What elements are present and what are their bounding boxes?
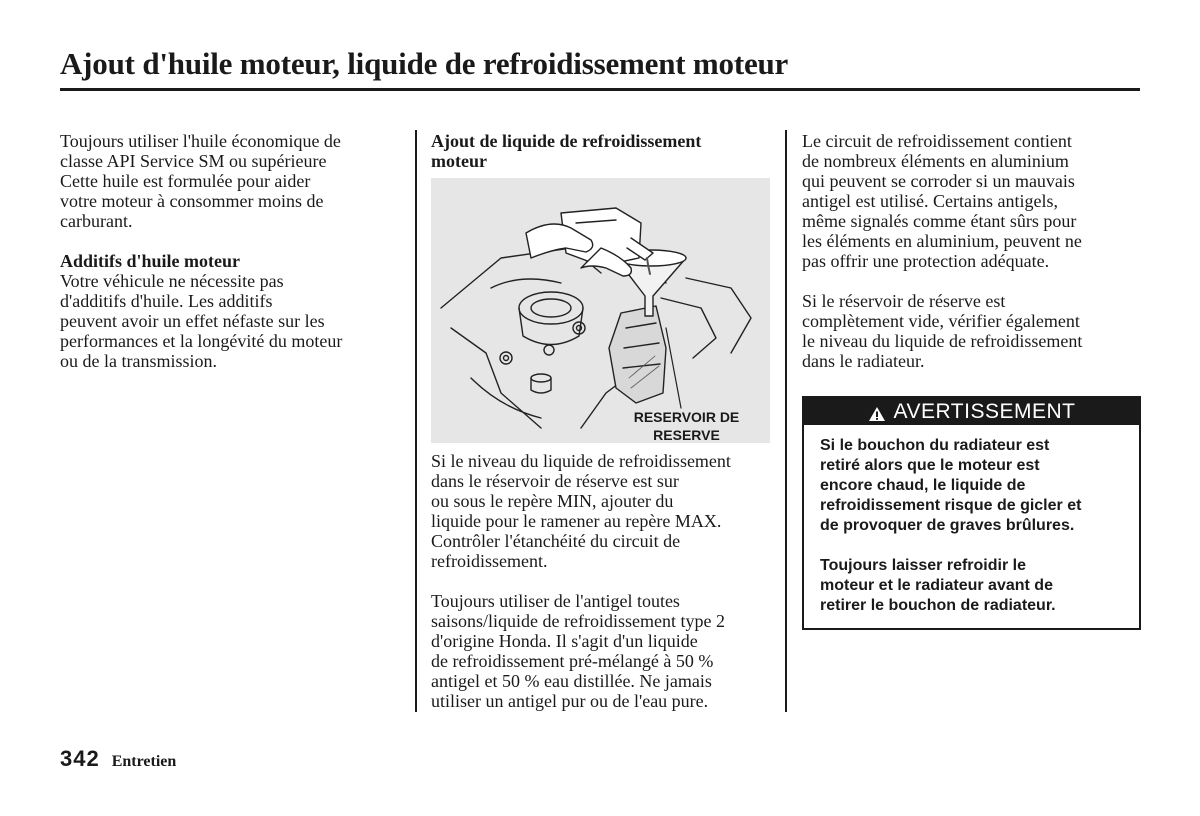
text-line: dans le radiateur. [802,351,925,371]
column-divider-2 [785,130,787,712]
text-line: Le circuit de refroidissement contient [802,131,1072,151]
text-line: Votre véhicule ne nécessite pas [60,271,284,291]
warning-title: AVERTISSEMENT [893,399,1076,423]
text-line: d'additifs d'huile. Les additifs [60,291,273,311]
text-line: même signalés comme étant sûrs pour [802,211,1077,231]
reserve-tank-label [619,408,754,443]
warning-paragraph-burns [820,436,1125,536]
section-name: Entretien [111,753,177,770]
text-line: peuvent avoir un effet néfaste sur les [60,311,325,331]
text-line: de refroidissement pré-mélangé à 50 % [431,651,714,671]
text-line: les éléments en aluminium, peuvent ne [802,231,1082,251]
warning-triangle-icon [868,404,886,420]
text-line: Toujours laisser refroidir le [820,557,1026,574]
text-line: Toujours utiliser de l'antigel toutes [431,591,680,611]
text-line: encore chaud, le liquide de [820,477,1026,494]
text-line: refroidissement risque de gicler et [820,497,1082,514]
text-line: Toujours utiliser l'huile économique de [60,131,341,151]
page-number: 342 [60,746,100,771]
oil-grade-paragraph [60,131,400,231]
text-line: de nombreux éléments en aluminium [802,151,1069,171]
text-line: retiré alors que le moteur est [820,457,1040,474]
warning-header [804,398,1139,425]
text-line: carburant. [60,211,133,231]
empty-reservoir-paragraph [802,291,1140,371]
text-line: Si le réservoir de réserve est [802,291,1006,311]
text-line: Contrôler l'étanchéité du circuit de [431,531,681,551]
text-line: ou sous le repère MIN, ajouter du [431,491,674,511]
text-line: de provoquer de graves brûlures. [820,517,1075,534]
text-line: Cette huile est formulée pour aider [60,171,311,191]
coolant-level-paragraph [431,451,776,571]
warning-box [802,396,1141,630]
text-line: dans le réservoir de réserve est sur [431,471,679,491]
text-line: moteur et le radiateur avant de [820,577,1053,594]
antifreeze-paragraph [431,591,776,711]
aluminium-paragraph [802,131,1140,271]
title-rule [60,88,1140,91]
coolant-section-heading [431,131,776,171]
column-left [60,131,400,371]
additives-paragraph [60,271,400,371]
text-line: classe API Service SM ou supérieure [60,151,327,171]
text-line: antigel et 50 % eau distillée. Ne jamais [431,671,712,691]
text-line: complètement vide, vérifier également [802,311,1080,331]
text-line: Si le niveau du liquide de refroidissement [431,451,731,471]
text-line: performances et la longévité du moteur [60,331,343,351]
page-footer [60,746,176,772]
text-line: utiliser un antigel pur ou de l'eau pure. [431,691,709,711]
page-title: Ajout d'huile moteur, liquide de refroidissement moteur [60,46,789,81]
text-line: pas offrir une protection adéquate. [802,251,1050,271]
additives-heading: Additifs d'huile moteur [60,251,241,271]
text-line: liquide pour le ramener au repère MAX. [431,511,722,531]
text-line: saisons/liquide de refroidissement type 2 [431,611,725,631]
text-line: ou de la transmission. [60,351,217,371]
reserve-tank-illustration [431,178,770,443]
text-line: votre moteur à consommer moins de [60,191,324,211]
text-line: antigel est utilisé. Certains antigels, [802,191,1058,211]
label-line: RESERVOIR DE [633,409,740,425]
text-line: Si le bouchon du radiateur est [820,437,1050,454]
heading-line: moteur [431,151,487,171]
column-divider-1 [415,130,417,712]
column-middle [431,131,776,711]
warning-body [804,425,1139,628]
column-right [802,131,1140,630]
warning-paragraph-cool-down [820,556,1125,616]
text-line: d'origine Honda. Il s'agit d'un liquide [431,631,698,651]
label-line: RESERVE [653,427,720,443]
text-line: retirer le bouchon de radiateur. [820,597,1056,614]
text-line: qui peuvent se corroder si un mauvais [802,171,1075,191]
text-line: le niveau du liquide de refroidissement [802,331,1083,351]
heading-line: Ajout de liquide de refroidissement [431,131,702,151]
text-line: refroidissement. [431,551,548,571]
engine-bay-drawing [431,178,770,443]
